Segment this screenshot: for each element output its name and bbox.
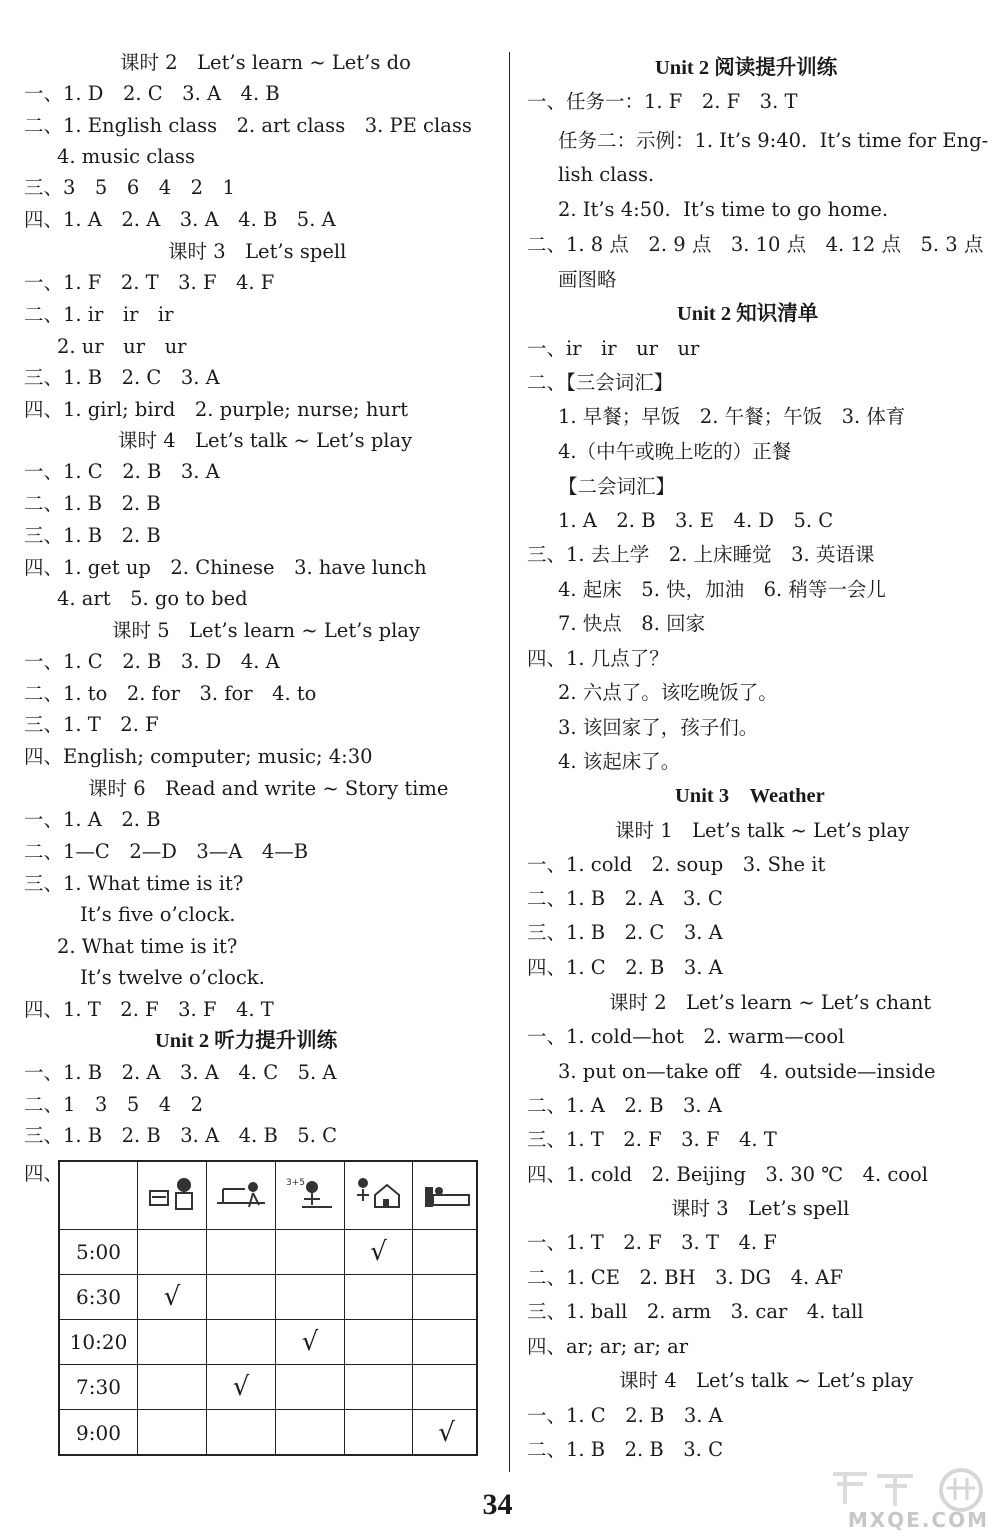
- answer-line: 三、3 5 6 4 2 1: [24, 176, 235, 199]
- table-cell: [60, 1230, 138, 1274]
- answer-line: 二、【三会词汇】: [527, 371, 674, 394]
- time-label: 7:30: [76, 1375, 121, 1399]
- table-cell: [276, 1320, 345, 1364]
- answer-line: 4.（中午或晚上吃的）正餐: [558, 440, 792, 463]
- table-cell: [276, 1162, 345, 1229]
- answer-line: 3. 该回家了，孩子们。: [558, 716, 759, 739]
- table-cell: [207, 1162, 276, 1229]
- table-cell: [345, 1230, 413, 1274]
- table-cell: [138, 1320, 207, 1364]
- answer-line: 三、1. ball 2. arm 3. car 4. tall: [527, 1300, 864, 1323]
- table-cell: [345, 1410, 413, 1455]
- answer-line: 一、1. cold—hot 2. warm—cool: [527, 1025, 845, 1048]
- answer-line: 二、1. CE 2. BH 3. DG 4. AF: [527, 1266, 844, 1289]
- table-cell: [345, 1162, 413, 1229]
- table-cell: [345, 1365, 413, 1409]
- classroom-math-scene-icon: [282, 1173, 338, 1218]
- answer-line: 一、任务一：1. F 2. F 3. T: [527, 90, 798, 113]
- answer-line: 课时 5 Let’s learn ~ Let’s play: [112, 619, 420, 642]
- time-label: 9:00: [76, 1420, 121, 1445]
- answer-line: 三、1. B 2. C 3. A: [24, 366, 220, 389]
- answer-line: 4. art 5. go to bed: [57, 587, 248, 610]
- bed-scene-icon: [419, 1173, 475, 1218]
- check-mark-icon: √: [163, 1282, 181, 1312]
- table-cell: [413, 1365, 480, 1409]
- answer-line: 2. 六点了。该吃晚饭了。: [558, 681, 778, 704]
- schedule-table: [58, 1160, 478, 1456]
- answer-line: 四、1. T 2. F 3. F 4. T: [24, 998, 274, 1021]
- answer-line: 三、1. 去上学 2. 上床睡觉 3. 英语课: [527, 543, 875, 566]
- answer-line: 四、1. cold 2. Beijing 3. 30 ℃ 4. cool: [527, 1163, 928, 1186]
- table-cell: [60, 1162, 138, 1229]
- answer-line: 二、1. English class 2. art class 3. PE class: [24, 114, 472, 137]
- answer-line: 一、1. C 2. B 3. D 4. A: [24, 650, 280, 673]
- answer-line: 课时 3 Let’s spell: [168, 240, 347, 263]
- table-cell: [138, 1365, 207, 1409]
- answer-line: 课时 1 Let’s talk ~ Let’s play: [615, 819, 910, 842]
- table-cell: [207, 1275, 276, 1319]
- time-label: 10:20: [69, 1330, 128, 1354]
- answer-line: 四、1. C 2. B 3. A: [527, 956, 723, 979]
- watermark-text: MXQE.COM: [847, 1508, 989, 1532]
- answer-line: 三、1. B 2. B 3. A 4. B 5. C: [24, 1124, 338, 1147]
- table-row: [60, 1275, 476, 1320]
- answer-line: 二、1 3 5 4 2: [24, 1093, 204, 1116]
- answer-line: 一、1. F 2. T 3. F 4. F: [24, 271, 275, 294]
- answer-line: 4. 起床 5. 快，加油 6. 稍等一会儿: [558, 578, 886, 601]
- answer-line: 课时 4 Let’s talk ~ Let’s play: [118, 429, 413, 452]
- answer-line: 2. What time is it?: [57, 935, 238, 958]
- time-label: 6:30: [76, 1285, 121, 1309]
- column-divider: [509, 52, 510, 1472]
- table-row: [60, 1410, 476, 1455]
- time-label: 5:00: [76, 1240, 121, 1264]
- answer-line: 二、1. A 2. B 3. A: [527, 1094, 722, 1117]
- answer-line: 2. It’s 4:50. It’s time to go home.: [558, 198, 889, 221]
- answer-line: 四、ar; ar; ar; ar: [527, 1335, 689, 1358]
- table-cell: [345, 1275, 413, 1319]
- answer-line: 三、1. T 2. F: [24, 713, 159, 736]
- section-heading: Unit 3 Weather: [675, 785, 825, 807]
- answer-line: 一、1. C 2. B 3. A: [24, 460, 220, 483]
- table-cell: [60, 1320, 138, 1364]
- answer-line: 7. 快点 8. 回家: [558, 612, 706, 635]
- table-cell: [413, 1230, 480, 1274]
- answer-line: 一、ir ir ur ur: [527, 337, 700, 360]
- check-mark-icon: √: [370, 1237, 387, 1267]
- answer-line: 一、1. B 2. A 3. A 4. C 5. A: [24, 1061, 337, 1084]
- answer-line: 课时 2 Let’s learn ~ Let’s chant: [609, 991, 932, 1014]
- answer-line: 四、1. 几点了？: [527, 647, 669, 670]
- table-row: [60, 1162, 476, 1230]
- check-mark-icon: √: [438, 1417, 455, 1448]
- table-cell: [207, 1230, 276, 1274]
- answer-line: 课时 2 Let’s learn ~ Let’s do: [120, 51, 411, 74]
- answer-line: 课时 4 Let’s talk ~ Let’s play: [619, 1369, 914, 1392]
- section-heading: Unit 2 阅读提升训练: [655, 57, 838, 79]
- table-row: [60, 1320, 476, 1365]
- answer-line: 二、1. B 2. B 3. C: [527, 1438, 723, 1461]
- answer-line: 1. A 2. B 3. E 4. D 5. C: [558, 509, 834, 532]
- watermark-logo: [815, 1466, 995, 1536]
- table-cell: [276, 1230, 345, 1274]
- answer-line: 三、1. B 2. B: [24, 524, 161, 547]
- table-cell: [413, 1320, 480, 1364]
- answer-line: 二、1. B 2. A 3. C: [527, 887, 723, 910]
- table-row: [60, 1365, 476, 1410]
- answer-line: 3. put on—take off 4. outside—inside: [558, 1060, 936, 1083]
- answer-line: 2. ur ur ur: [57, 335, 187, 358]
- svg-text:3+5: 3+5: [286, 1178, 305, 1188]
- table-row: [60, 1230, 476, 1275]
- check-mark-icon: √: [232, 1372, 250, 1402]
- table-cell: [60, 1275, 138, 1319]
- table-cell: [138, 1410, 207, 1455]
- page-number: 34: [482, 1488, 513, 1521]
- answer-line: 任务二：示例：1. It’s 9:40. It’s time for Eng-: [558, 129, 989, 152]
- table-cell: [276, 1365, 345, 1409]
- table-cell: [138, 1162, 207, 1229]
- answer-line: 二、1. 8 点 2. 9 点 3. 10 点 4. 12 点 5. 3 点: [527, 233, 984, 256]
- answer-line: 四、1. A 2. A 3. A 4. B 5. A: [24, 208, 336, 231]
- table-cell: [276, 1275, 345, 1319]
- table-cell: [138, 1230, 207, 1274]
- table-cell: [60, 1365, 138, 1409]
- answer-line: 课时 6 Read and write ~ Story time: [88, 777, 449, 800]
- answer-line: It’s five o’clock.: [80, 903, 236, 926]
- table-cell: [60, 1410, 138, 1455]
- answer-line: 1. 早餐；早饭 2. 午餐；午饭 3. 体育: [558, 405, 906, 428]
- answer-line: 一、1. D 2. C 3. A 4. B: [24, 82, 280, 105]
- table-cell: [276, 1410, 345, 1455]
- answer-line: 一、1. T 2. F 3. T 4. F: [527, 1231, 777, 1254]
- answer-line: 二、1—C 2—D 3—A 4—B: [24, 840, 309, 863]
- table-cell: [345, 1320, 413, 1364]
- table-cell: [207, 1365, 276, 1409]
- answer-line: It’s twelve o’clock.: [80, 966, 265, 989]
- table-cell: [207, 1410, 276, 1455]
- answer-line: 一、1. C 2. B 3. A: [527, 1404, 723, 1427]
- answer-line: 一、1. A 2. B: [24, 808, 161, 831]
- table-cell: [413, 1162, 480, 1229]
- grid-label: 四、: [24, 1162, 64, 1185]
- answer-line: 四、English; computer; music; 4:30: [24, 745, 373, 768]
- answer-line: 四、1. girl; bird 2. purple; nurse; hurt: [24, 398, 409, 421]
- answer-line: 二、1. B 2. B: [24, 492, 161, 515]
- section-heading: Unit 2 知识清单: [677, 303, 819, 325]
- table-cell: [138, 1275, 207, 1319]
- table-cell: [413, 1275, 480, 1319]
- answer-line: 三、1. B 2. C 3. A: [527, 921, 723, 944]
- check-mark-icon: √: [301, 1327, 319, 1357]
- answer-line: lish class.: [558, 163, 655, 186]
- breakfast-scene-icon: [144, 1173, 200, 1218]
- answer-line: 课时 3 Let’s spell: [671, 1197, 850, 1220]
- answer-line: 4. 该起床了。: [558, 750, 681, 773]
- going-home-scene-icon: [351, 1173, 407, 1218]
- answer-line: 【二会词汇】: [558, 475, 676, 498]
- answer-line: 画图略: [558, 268, 617, 291]
- answer-line: 三、1. What time is it?: [24, 872, 244, 895]
- answer-line: 二、1. ir ir ir: [24, 303, 174, 326]
- playground-scene-icon: [213, 1173, 269, 1218]
- table-cell: [207, 1320, 276, 1364]
- answer-line: 三、1. T 2. F 3. F 4. T: [527, 1128, 777, 1151]
- section-heading: Unit 2 听力提升训练: [155, 1030, 338, 1052]
- answer-line: 二、1. to 2. for 3. for 4. to: [24, 682, 317, 705]
- answer-line: 四、1. get up 2. Chinese 3. have lunch: [24, 556, 427, 579]
- table-cell: [413, 1410, 480, 1455]
- answer-line: 4. music class: [57, 145, 196, 168]
- answer-line: 一、1. cold 2. soup 3. She it: [527, 853, 826, 876]
